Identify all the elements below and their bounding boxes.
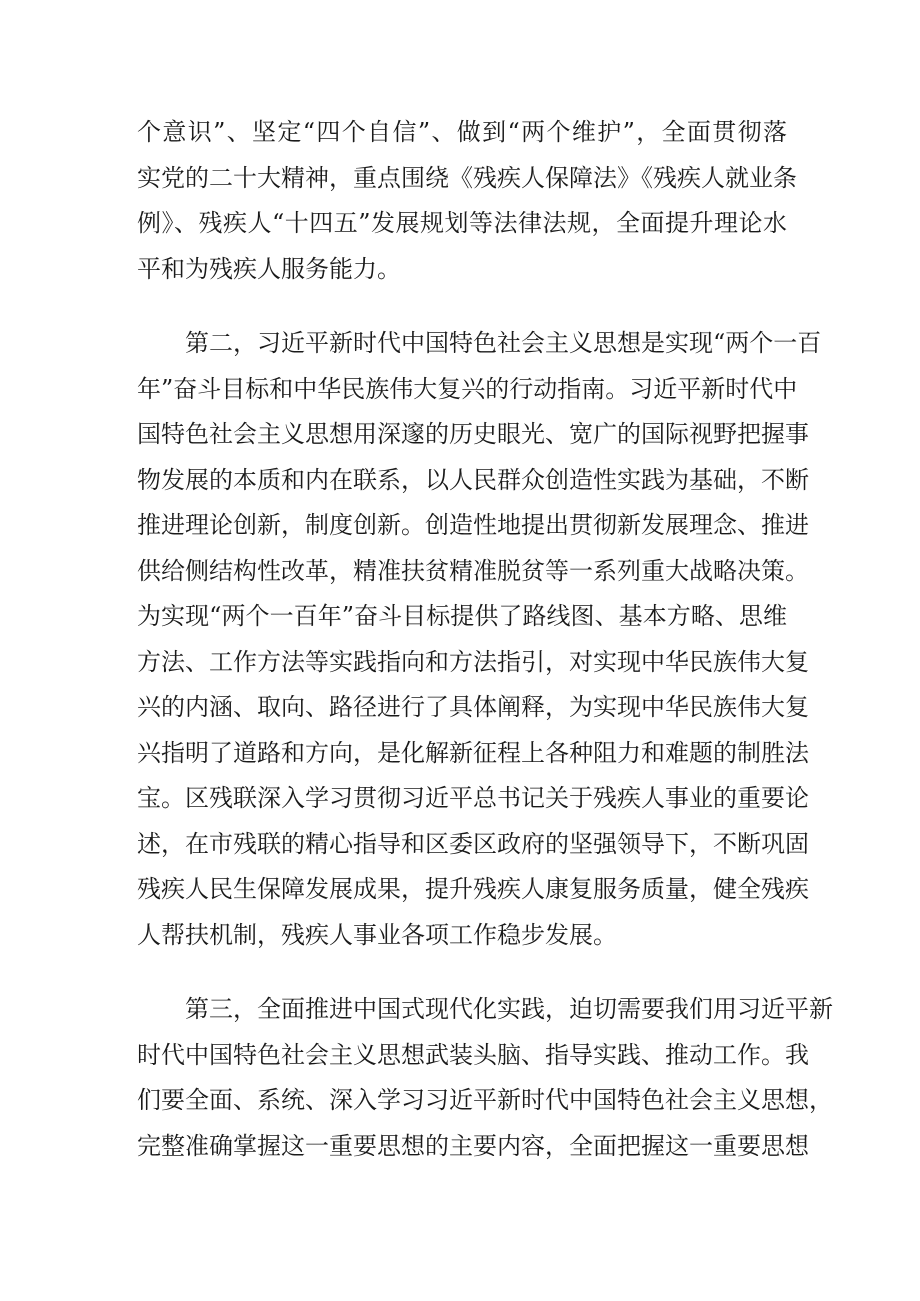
document-body [137,110,833,1169]
text-line: 推进理论创新，制度创新。创造性地提出贯彻新发展理念、推进 [137,511,809,539]
text-line: 例》、残疾人“十四五”发展规划等法律法规，全面提升理论水 [137,209,787,237]
text-line: 完整准确掌握这一重要思想的主要内容，全面把握这一重要思想 [137,1131,809,1160]
text-line: 年”奋斗目标和中华民族伟大复兴的行动指南。习近平新时代中 [137,374,798,403]
paragraph-continuation [137,110,797,292]
text-line: 宝。区残联深入学习贯彻习近平总书记关于残疾人事业的重要论 [137,784,809,812]
text-line: 供给侧结构性改革，精准扶贫精准脱贫等一系列重大战略决策。 [137,556,809,585]
text-line: 兴的内涵、取向、路径进行了具体阐释，为实现中华民族伟大复 [137,693,809,721]
paragraph-third [137,987,833,1169]
text-line: 人帮扶机制，残疾人事业各项工作稳步发展。 [137,920,617,949]
text-line: 为实现“两个一百年”奋斗目标提供了路线图、基本方略、思维 [137,602,787,630]
text-line: 述，在市残联的精心指导和区委区政府的坚强领导下，不断巩固 [137,829,809,858]
text-line: 残疾人民生保障发展成果，提升残疾人康复服务质量，健全残疾 [137,875,809,903]
paragraph-gap [137,958,787,987]
paragraph-gap [137,292,787,321]
paragraph-second [137,321,822,958]
text-line: 们要全面、系统、深入学习习近平新时代中国特色社会主义思想， [137,1086,833,1114]
text-line: 国特色社会主义思想用深邃的历史眼光、宽广的国际视野把握事 [137,420,809,448]
text-line: 第二，习近平新时代中国特色社会主义思想是实现“两个一百 [185,329,822,357]
text-line: 个意识”、坚定“四个自信”、做到“两个维护”，全面贯彻落 [137,118,787,146]
text-line: 物发展的本质和内在联系，以人民群众创造性实践为基础，不断 [137,465,809,494]
text-line: 平和为残疾人服务能力。 [137,254,401,283]
text-line: 实党的二十大精神，重点围绕《残疾人保障法》《残疾人就业条 [137,163,797,192]
text-line: 第三，全面推进中国式现代化实践，迫切需要我们用习近平新 [185,995,833,1023]
text-line: 兴指明了道路和方向，是化解新征程上各种阻力和难题的制胜法 [137,738,809,767]
text-line: 方法、工作方法等实践指向和方法指引，对实现中华民族伟大复 [137,647,809,676]
text-line: 时代中国特色社会主义思想武装头脑、指导实践、推动工作。我 [137,1040,809,1069]
